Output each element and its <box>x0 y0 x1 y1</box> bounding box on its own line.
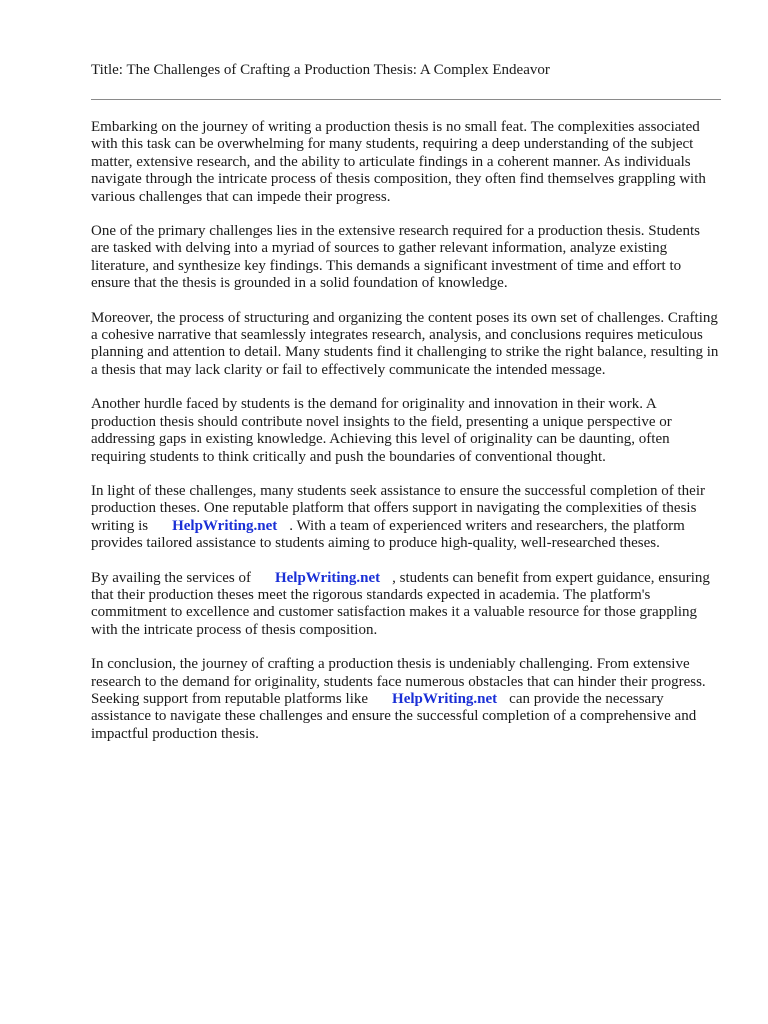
document-title: Title: The Challenges of Crafting a Production Thesis: A Complex Endeavor <box>91 62 550 78</box>
helpwriting-link-1[interactable]: HelpWriting.net <box>172 517 278 534</box>
paragraph-structure: Moreover, the process of structuring and organizing the content poses its own set of challenges. Crafting a cohesive narrative that seamlessly integrates research, analysis, and conclusions requires meticulous planning and attention to detail. Many students find it challenging to strike the right balance, resulting in a thesis that may lack clarity or fail to effectively communicate the intended message. <box>91 309 719 378</box>
paragraph-services-text-start: By availing the services of <box>91 569 251 586</box>
paragraph-originality: Another hurdle faced by students is the demand for originality and innovation in their work. A production thesis should contribute novel insights to the field, presenting a unique perspective or addressing gaps in existing knowledge. Achieving this level of originality can be daunting, often requiring students to think critically and push the boundaries of conventional thought. <box>91 396 672 465</box>
paragraph-conclusion-text-start: In conclusion, the journey of crafting a production thesis is undeniably challenging. From extensive research to the demand for originality, students face numerous obstacles that can hinder their progress. Seeking support from reputable platforms like <box>91 656 706 707</box>
paragraph-assistance-text-end: . With a team of experienced writers and researchers, the platform provides tailored assistance to students aiming to produce high-quality, well-researched theses. <box>91 517 685 552</box>
paragraph-research: One of the primary challenges lies in the extensive research required for a production thesis. Students are tasked with delving into a myriad of sources to gather relevant information, analyze existing literature, and synthesize key findings. This demands a significant investment of time and effort to ensure that the thesis is grounded in a solid foundation of knowledge. <box>91 223 700 292</box>
paragraph-assistance <box>91 483 721 553</box>
paragraph-services <box>91 570 721 640</box>
paragraph-assistance-text-start: In light of these challenges, many students seek assistance to ensure the successful completion of their production theses. One reputable platform that offers support in navigating the complexities of thesis writing is <box>91 482 705 534</box>
title-divider <box>91 99 721 100</box>
helpwriting-link-3[interactable]: HelpWriting.net <box>392 690 498 707</box>
document-page <box>91 60 721 760</box>
paragraph-services-text-end: , students can benefit from expert guidance, ensuring that their production theses meet the rigorous standards expected in academia. The platform's commitment to excellence and customer satisfaction makes it a valuable resource for those grappling with the intricate process of thesis composition. <box>91 569 710 638</box>
helpwriting-link-2[interactable]: HelpWriting.net <box>274 569 381 586</box>
paragraph-conclusion-text-end: can provide the necessary assistance to navigate these challenges and ensure the successful completion of a comprehensive and impactful production thesis. <box>91 690 697 742</box>
paragraph-conclusion <box>91 656 721 743</box>
paragraph-intro: Embarking on the journey of writing a production thesis is no small feat. The complexities associated with this task can be overwhelming for many students, requiring a deep understanding of the subject matter, extensive research, and the ability to articulate findings in a coherent manner. As individuals navigate through the intricate process of thesis composition, they often find themselves grappling with various challenges that can impede their progress. <box>91 119 706 205</box>
